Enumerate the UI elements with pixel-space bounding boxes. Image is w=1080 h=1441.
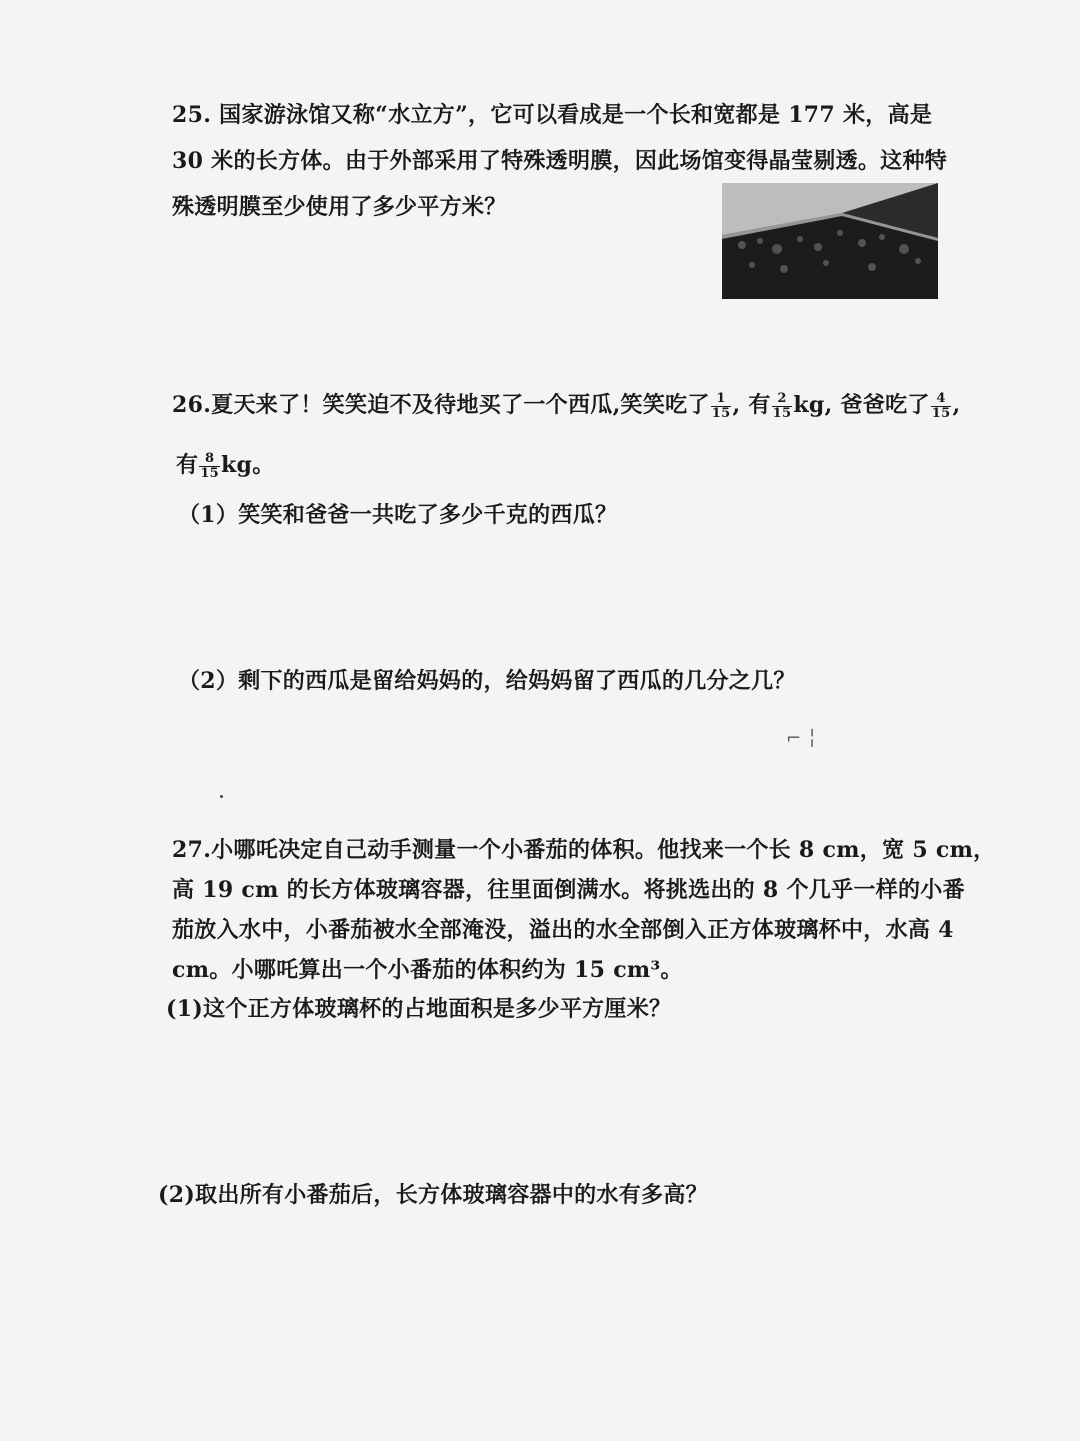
fraction-numerator: 1 [711, 392, 732, 407]
q26-text-4: , [952, 392, 961, 418]
q26-text-6: kg。 [221, 452, 275, 478]
q25-line-1: 25. 国家游泳馆又称“水立方”，它可以看成是一个长和宽都是 177 米，高是 [172, 102, 933, 128]
fraction-denominator: 15 [711, 405, 731, 421]
stray-pencil-mark: ⌐ ╎ [786, 728, 818, 749]
fraction-8-15 [199, 452, 220, 481]
q27-line-2: 高 19 cm 的长方体玻璃容器，往里面倒满水。将挑选出的 8 个几乎一样的小番 [172, 877, 965, 903]
stray-dot [220, 795, 223, 798]
fraction-denominator: 15 [931, 405, 951, 421]
q27-line-3: 茄放入水中，小番茄被水全部淹没，溢出的水全部倒入正方体玻璃杯中，水高 4 [172, 917, 954, 943]
water-cube-photo [722, 183, 938, 299]
q26-sub-question-2: （2）剩下的西瓜是留给妈妈的，给妈妈留了西瓜的几分之几？ [178, 668, 796, 694]
q27-sub-question-1: (1)这个正方体玻璃杯的占地面积是多少平方厘米？ [166, 996, 672, 1022]
q27-line-1: 27.小哪吒决定自己动手测量一个小番茄的体积。他找来一个长 8 cm，宽 5 cm， [172, 837, 996, 863]
q26-text-1: 26.夏天来了！笑笑迫不及待地买了一个西瓜,笑笑吃了 [172, 392, 710, 418]
fraction-2-15 [772, 392, 793, 421]
q26-text-2: , 有 [732, 392, 771, 418]
q25-line-2: 30 米的长方体。由于外部采用了特殊透明膜，因此场馆变得晶莹剔透。这种特 [172, 148, 948, 174]
q26-sub-question-1: （1）笑笑和爸爸一共吃了多少千克的西瓜？ [178, 502, 618, 528]
q26-text-3: kg, 爸爸吃了 [793, 392, 930, 418]
q26-text-5: 有 [176, 452, 199, 478]
q27-sub-question-2: (2)取出所有小番茄后，长方体玻璃容器中的水有多高？ [158, 1182, 708, 1208]
fraction-numerator: 8 [199, 452, 220, 467]
q26-line-1 [172, 390, 960, 421]
fraction-numerator: 4 [931, 392, 952, 407]
fraction-denominator: 15 [200, 465, 220, 481]
q27-line-4: cm。小哪吒算出一个小番茄的体积约为 15 cm³。 [172, 957, 683, 983]
fraction-denominator: 15 [772, 405, 792, 421]
fraction-numerator: 2 [772, 392, 793, 407]
q26-line-2 [176, 450, 275, 481]
q25-line-3: 殊透明膜至少使用了多少平方米？ [172, 194, 507, 220]
fraction-1-15 [711, 392, 732, 421]
fraction-4-15 [931, 392, 952, 421]
